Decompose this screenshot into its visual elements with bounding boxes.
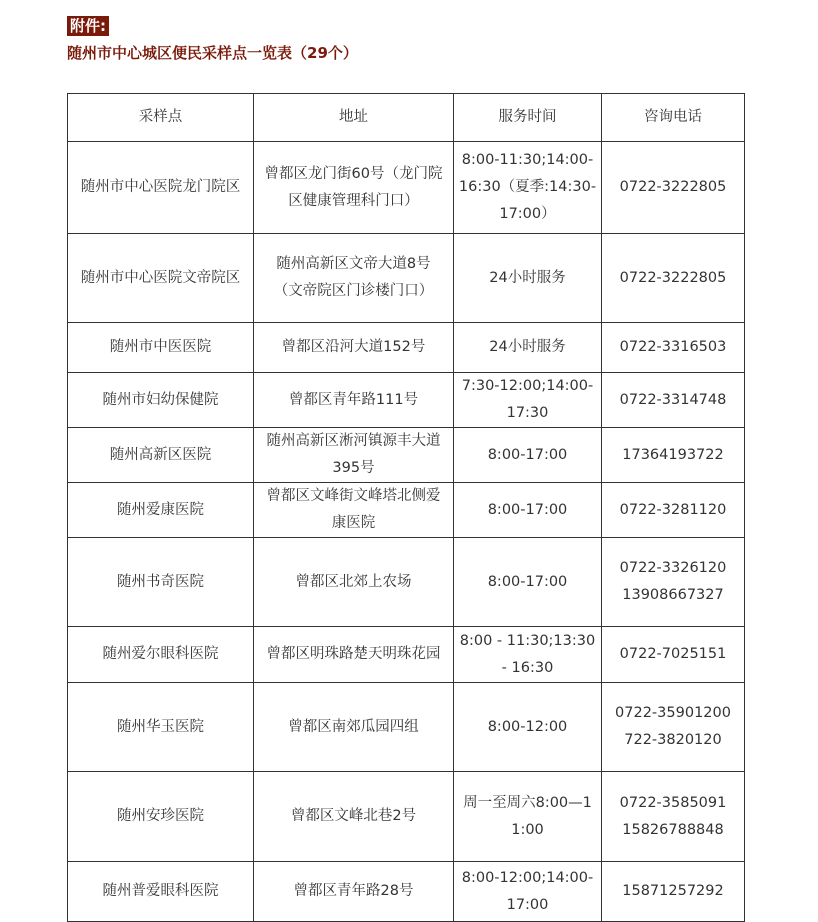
column-header-address: 地址	[254, 94, 454, 142]
site-name: 随州市妇幼保健院	[68, 373, 254, 428]
phone-number: 0722-7025151	[602, 627, 745, 683]
table-row	[68, 373, 745, 428]
table-row	[68, 772, 745, 862]
service-hours: 8:00-12:00	[454, 683, 602, 772]
service-hours: 24小时服务	[454, 323, 602, 373]
site-name: 随州爱康医院	[68, 483, 254, 538]
table-header-row	[68, 94, 745, 142]
service-hours: 8:00-17:00	[454, 538, 602, 627]
site-name: 随州市中心医院文帝院区	[68, 234, 254, 323]
phone-number: 0722-3281120	[602, 483, 745, 538]
phone-number: 17364193722	[602, 428, 745, 483]
phone-number: 0722-3222805	[602, 142, 745, 234]
site-address: 曾都区青年路28号	[254, 862, 454, 922]
site-address: 曾都区文峰北巷2号	[254, 772, 454, 862]
phone-number: 0722-3222805	[602, 234, 745, 323]
site-name: 随州市中心医院龙门院区	[68, 142, 254, 234]
phone-number: 0722-3314748	[602, 373, 745, 428]
table-row	[68, 683, 745, 772]
phone-number: 0722-3316503	[602, 323, 745, 373]
column-header-phone: 咨询电话	[602, 94, 745, 142]
site-address: 随州高新区文帝大道8号（文帝院区门诊楼门口）	[254, 234, 454, 323]
column-header-site: 采样点	[68, 94, 254, 142]
site-name: 随州市中医医院	[68, 323, 254, 373]
table-row	[68, 862, 745, 922]
site-address: 随州高新区淅河镇源丰大道395号	[254, 428, 454, 483]
service-hours: 8:00-17:00	[454, 428, 602, 483]
service-hours: 7:30-12:00;14:00-17:30	[454, 373, 602, 428]
service-hours: 8:00-12:00;14:00-17:00	[454, 862, 602, 922]
service-hours: 8:00-11:30;14:00-16:30（夏季:14:30-17:00）	[454, 142, 602, 234]
table-row	[68, 483, 745, 538]
phone-number: 15871257292	[602, 862, 745, 922]
site-address: 曾都区北郊上农场	[254, 538, 454, 627]
site-address: 曾都区南郊瓜园四组	[254, 683, 454, 772]
site-name: 随州爱尔眼科医院	[68, 627, 254, 683]
site-address: 曾都区文峰街文峰塔北侧爱康医院	[254, 483, 454, 538]
site-name: 随州高新区医院	[68, 428, 254, 483]
service-hours: 24小时服务	[454, 234, 602, 323]
table-row	[68, 234, 745, 323]
site-address: 曾都区明珠路楚天明珠花园	[254, 627, 454, 683]
table-row	[68, 323, 745, 373]
attachment-tag: 附件:	[67, 16, 109, 36]
table-row	[68, 538, 745, 627]
site-name: 随州普爱眼科医院	[68, 862, 254, 922]
site-name: 随州书奇医院	[68, 538, 254, 627]
service-hours: 8:00-17:00	[454, 483, 602, 538]
site-name: 随州安珍医院	[68, 772, 254, 862]
phone-number: 0722-3326120 13908667327	[602, 538, 745, 627]
service-hours: 8:00 - 11:30;13:30 - 16:30	[454, 627, 602, 683]
sampling-sites-table	[67, 93, 745, 922]
column-header-hours: 服务时间	[454, 94, 602, 142]
site-address: 曾都区沿河大道152号	[254, 323, 454, 373]
table-row	[68, 627, 745, 683]
phone-number: 0722-3585091 15826788848	[602, 772, 745, 862]
site-address: 曾都区龙门街60号（龙门院区健康管理科门口）	[254, 142, 454, 234]
table-row	[68, 428, 745, 483]
phone-number: 0722-35901200 722-3820120	[602, 683, 745, 772]
service-hours: 周一至周六8:00—11:00	[454, 772, 602, 862]
site-address: 曾都区青年路111号	[254, 373, 454, 428]
table-row	[68, 142, 745, 234]
site-name: 随州华玉医院	[68, 683, 254, 772]
page-title: 随州市中心城区便民采样点一览表（29个）	[67, 44, 358, 62]
